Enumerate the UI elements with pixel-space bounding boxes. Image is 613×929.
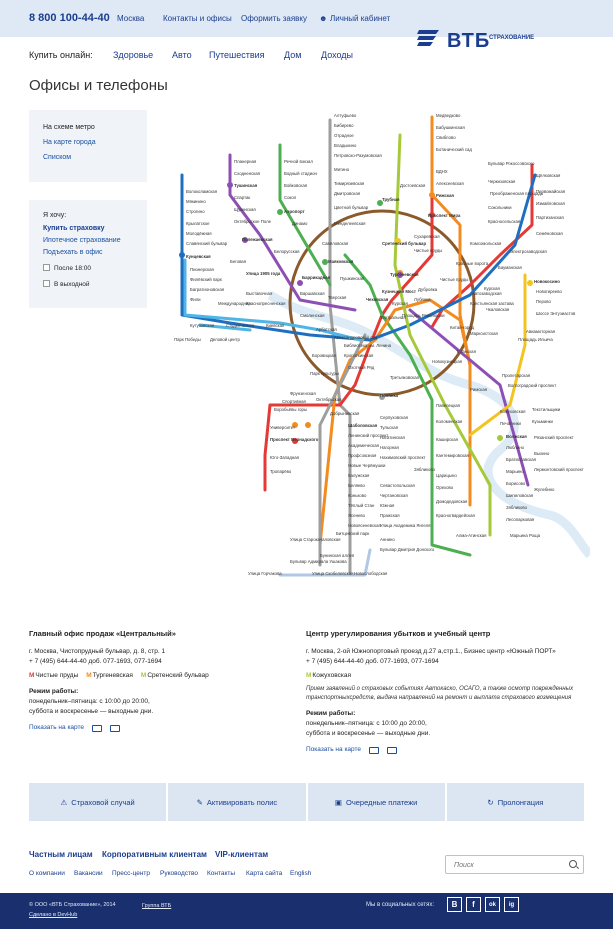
svg-text:Новоясеневская: Новоясеневская — [348, 523, 381, 528]
svg-text:Чистые пруды: Чистые пруды — [440, 277, 469, 282]
svg-text:Пролетарская: Пролетарская — [502, 373, 531, 378]
svg-text:Алма-Атинская: Алма-Атинская — [456, 533, 487, 538]
search-input[interactable] — [454, 859, 564, 871]
svg-text:Фили: Фили — [190, 297, 201, 302]
svg-text:Ленинский проспект: Ленинский проспект — [348, 433, 389, 438]
svg-text:Менделеевская: Менделеевская — [334, 221, 366, 226]
search-icon[interactable] — [569, 860, 577, 868]
svg-text:Славянский бульвар: Славянский бульвар — [186, 241, 228, 246]
print-icon[interactable] — [369, 747, 379, 754]
phone-number[interactable]: 8 800 100-44-40 — [29, 12, 110, 24]
svg-text:Октябрьское Поле: Октябрьское Поле — [234, 219, 271, 224]
svg-text:Парк Победы: Парк Победы — [174, 337, 201, 342]
svg-text:Выхино: Выхино — [534, 451, 550, 456]
checkbox-after-18[interactable]: После 18:00 — [43, 264, 91, 272]
footer-vip[interactable]: VIP-клиентам — [215, 850, 269, 859]
svg-text:Дмитровская: Дмитровская — [334, 191, 361, 196]
svg-text:Битцевский парк: Битцевский парк — [336, 531, 370, 536]
svg-text:Аннино: Аннино — [380, 537, 395, 542]
nav-income[interactable]: Доходы — [321, 50, 354, 60]
svg-text:Бабушкинская: Бабушкинская — [436, 125, 465, 130]
svg-text:Калужская: Калужская — [348, 473, 370, 478]
svg-text:Свиблово: Свиблово — [436, 135, 456, 140]
svg-text:Молодёжная: Молодёжная — [186, 231, 212, 236]
svg-text:Тимирязевская: Тимирязевская — [334, 181, 365, 186]
office-claims-note: Прием заявлений о страховых событиях Автокаско, ОСАГО, а также осмотр поврежденных транспортныхсредств, выдача направлений на ремонт и выплата страхового возмещения — [306, 686, 574, 701]
svg-text:Жулебино: Жулебино — [534, 487, 555, 492]
svg-text:Братиславская: Братиславская — [506, 457, 536, 462]
svg-text:Борисово: Борисово — [506, 481, 526, 486]
svg-text:Черкизовская: Черкизовская — [488, 179, 516, 184]
svg-text:Новогиреево: Новогиреево — [536, 289, 562, 294]
svg-text:Автозаводская: Автозаводская — [472, 291, 502, 296]
svg-text:Люблино: Люблино — [506, 445, 524, 450]
facebook-icon[interactable]: f — [466, 897, 481, 912]
apply-link[interactable]: Оформить заявку — [241, 14, 308, 23]
svg-text:Охотный Ряд: Охотный Ряд — [348, 365, 375, 370]
svg-text:Водный стадион: Водный стадион — [284, 171, 317, 176]
svg-text:Бунинская аллея: Бунинская аллея — [320, 553, 355, 558]
svg-text:Новослободская: Новослободская — [354, 571, 388, 576]
green-line-north — [280, 145, 330, 285]
filter-drive[interactable]: Подъехать в офис — [43, 249, 103, 256]
svg-text:Бауманская: Бауманская — [498, 265, 522, 270]
office-main-address: г. Москва, Чистопрудный бульвар, д. 8, стр. 1 — [29, 648, 166, 655]
svg-text:Студенческая: Студенческая — [226, 323, 254, 328]
svg-text:Профсоюзная: Профсоюзная — [348, 453, 377, 458]
buy-online-label: Купить онлайн: — [29, 50, 93, 60]
svg-text:Аэропорт: Аэропорт — [284, 209, 305, 214]
nav-health[interactable]: Здоровье — [113, 50, 154, 60]
svg-text:Севастопольская: Севастопольская — [380, 483, 415, 488]
svg-text:Кузнецкий Мост: Кузнецкий Мост — [382, 289, 416, 294]
footer-corporate[interactable]: Корпоративным клиентам — [102, 850, 207, 859]
metro-orange-icon: М — [86, 672, 92, 679]
svg-text:Шипиловская: Шипиловская — [506, 493, 534, 498]
svg-text:Преображенская площадь: Преображенская площадь — [490, 191, 544, 196]
svg-text:Варшавская: Варшавская — [300, 291, 325, 296]
svg-text:Щукинская: Щукинская — [234, 207, 256, 212]
svg-text:Октябрьская: Октябрьская — [316, 397, 342, 402]
svg-text:Парк культуры: Парк культуры — [310, 371, 339, 376]
svg-text:Китай-город: Китай-город — [450, 325, 475, 330]
svg-text:Пионерская: Пионерская — [190, 267, 214, 272]
svg-text:Алексеевская: Алексеевская — [436, 181, 464, 186]
contacts-link[interactable]: Контакты и офисы — [163, 14, 232, 23]
svg-text:Мякинино: Мякинино — [186, 199, 206, 204]
svg-text:Коньково: Коньково — [348, 493, 367, 498]
svg-text:Серпуховская: Серпуховская — [380, 415, 408, 420]
footer-press[interactable]: Пресс-центр — [112, 870, 151, 877]
vtb-group-link[interactable]: Группа ВТБ — [142, 903, 172, 909]
copyright: © ООО «ВТБ Страхование», 2014 — [29, 902, 116, 908]
svg-text:Марьино: Марьино — [506, 469, 524, 474]
card-icon: ▣ — [334, 797, 342, 807]
svg-text:Фрунзенская: Фрунзенская — [290, 391, 316, 396]
svg-text:Пушкинская: Пушкинская — [340, 276, 365, 281]
svg-text:Первомайская: Первомайская — [536, 189, 566, 194]
footer-bottom — [0, 893, 613, 929]
metro-red-icon: М — [29, 672, 35, 679]
svg-text:Зябликово: Зябликово — [506, 505, 528, 510]
svg-text:Белорусская: Белорусская — [274, 249, 300, 254]
svg-text:Пражская: Пражская — [380, 513, 400, 518]
logo-sub: СТРАХОВАНИЕ — [489, 35, 535, 41]
svg-text:Академическая: Академическая — [348, 443, 379, 448]
svg-text:Чкаловская: Чкаловская — [486, 307, 510, 312]
filter-mortgage[interactable]: Ипотечное страхование — [43, 237, 121, 244]
svg-text:Кантемировская: Кантемировская — [436, 453, 469, 458]
footer-about[interactable]: О компании — [29, 870, 65, 877]
svg-text:Авиамоторная: Авиамоторная — [526, 329, 555, 334]
svg-text:Орехово: Орехово — [436, 485, 454, 490]
svg-text:Печатники: Печатники — [500, 421, 521, 426]
pen-icon: ✎ — [196, 797, 203, 807]
svg-text:Красногвардейская: Красногвардейская — [436, 513, 475, 518]
svg-text:Улица 1905 года: Улица 1905 года — [246, 271, 281, 276]
svg-text:Полежаевская: Полежаевская — [242, 237, 273, 242]
svg-text:Краснопресненская: Краснопресненская — [246, 301, 286, 306]
svg-text:Шаболовская: Шаболовская — [348, 423, 378, 428]
svg-text:Кутузовская: Кутузовская — [190, 323, 215, 328]
svg-text:Воробьёвы горы: Воробьёвы горы — [274, 407, 308, 412]
svg-text:Спортивная: Спортивная — [282, 399, 306, 404]
svg-text:Строгино: Строгино — [186, 209, 205, 214]
svg-text:Багратионовская: Багратионовская — [190, 287, 225, 292]
svg-text:Сокольники: Сокольники — [488, 205, 512, 210]
svg-text:Нагатинская: Нагатинская — [380, 435, 405, 440]
svg-text:Нагорная: Нагорная — [380, 445, 399, 450]
svg-text:Проспект Мира: Проспект Мира — [428, 213, 461, 218]
svg-text:Шоссе Энтузиастов: Шоссе Энтузиастов — [536, 311, 576, 316]
metro-lime-icon: М — [140, 672, 147, 679]
office-claims: Центр урегулирования убытков и учебный центр г. Москва, 2-ой Южнопортовый проезд д.27 а,стр.1., Бизнес центр «Южный ПОРТ» + 7 (495) 644-44-40 доб. 077-1693, 077-1694 МКожуховская Прием заявлений о страховых событиях Автокаско, ОСАГО, а также осмотр поврежденных транспортныхсредств, выдача направлений на ремонт и выплата страхового возмещения Режим работы: понедельник–пятница: с 10:00 до 20:00, суббота и воскресенье — выходные дни. Показать на карте — [306, 629, 586, 755]
svg-text:Медведково: Медведково — [436, 113, 461, 118]
footer-sitemap[interactable]: Карта сайта — [246, 870, 283, 877]
metro-scheme[interactable] — [170, 105, 590, 590]
mail-icon[interactable] — [387, 747, 397, 754]
svg-text:Коломенская: Коломенская — [436, 419, 463, 424]
svg-text:Бульвар Адмирала Ушакова: Бульвар Адмирала Ушакова — [290, 559, 347, 564]
svg-text:Волоколамская: Волоколамская — [186, 189, 218, 194]
footer-search[interactable] — [445, 855, 584, 874]
svg-text:Тушинская: Тушинская — [234, 183, 258, 188]
svg-text:Алтуфьево: Алтуфьево — [334, 113, 357, 118]
svg-text:Маяковская: Маяковская — [328, 259, 354, 264]
svg-text:Сходненская: Сходненская — [234, 171, 260, 176]
mail-icon[interactable] — [110, 725, 120, 732]
svg-text:Савёловская: Савёловская — [322, 241, 349, 246]
footer-english[interactable]: English — [290, 870, 312, 877]
svg-text:Владыкино: Владыкино — [334, 143, 357, 148]
payments-button[interactable]: ▣ Очередные платежи — [308, 783, 445, 821]
svg-text:Волжская: Волжская — [506, 434, 527, 439]
svg-text:Цветной бульвар: Цветной бульвар — [334, 205, 369, 210]
vk-icon[interactable]: В — [447, 897, 462, 912]
svg-text:Сокол: Сокол — [284, 195, 297, 200]
svg-text:Университет: Университет — [270, 425, 296, 430]
svg-text:Киевская: Киевская — [266, 323, 285, 328]
svg-text:Волгоградский проспект: Волгоградский проспект — [508, 383, 557, 388]
svg-text:Театральная: Театральная — [380, 315, 406, 320]
svg-text:Новые Черёмушки: Новые Черёмушки — [348, 463, 386, 468]
svg-text:Проспект Вернадского: Проспект Вернадского — [270, 437, 319, 442]
print-icon[interactable] — [92, 725, 102, 732]
checkbox-box[interactable] — [43, 280, 50, 287]
svg-text:Кузьминки: Кузьминки — [532, 419, 553, 424]
svg-text:Рижская: Рижская — [436, 193, 454, 198]
svg-text:Чистые пруды: Чистые пруды — [414, 248, 443, 253]
svg-text:Боровицкая: Боровицкая — [312, 353, 336, 358]
refresh-icon: ↻ — [487, 797, 494, 807]
svg-text:Лермонтовский проспект: Лермонтовский проспект — [534, 467, 584, 472]
svg-text:Тульская: Тульская — [380, 425, 399, 430]
svg-text:Партизанская: Партизанская — [536, 215, 564, 220]
svg-text:Кожуховская: Кожуховская — [500, 409, 526, 414]
svg-text:Филёвский парк: Филёвский парк — [190, 277, 222, 282]
svg-text:Площадь Революции: Площадь Революции — [402, 313, 445, 318]
office-main — [29, 629, 279, 733]
filter-panel — [29, 200, 147, 308]
svg-text:Ясенево: Ясенево — [348, 513, 366, 518]
svg-text:Улица Скобелевская: Улица Скобелевская — [312, 571, 354, 576]
office-claims-address: г. Москва, 2-ой Южнопортовый проезд д.27 а,стр.1., Бизнес центр «Южный ПОРТ» — [306, 648, 556, 655]
svg-text:Добрынинская: Добрынинская — [330, 411, 360, 416]
svg-text:Таганская: Таганская — [456, 349, 476, 354]
view-city-map[interactable]: На карте города — [43, 139, 96, 146]
svg-text:Красные ворота: Красные ворота — [456, 261, 489, 266]
filter-heading: Я хочу: — [43, 212, 67, 219]
svg-text:Дубровка: Дубровка — [418, 287, 438, 292]
svg-text:Трубная: Трубная — [382, 197, 400, 202]
svg-text:Марьина Роща: Марьина Роща — [510, 533, 540, 538]
office-main-phone[interactable]: + 7 (495) 644-44-40 доб. 077-1693, 077-1694 — [29, 658, 162, 665]
office-main-map-link[interactable]: Показать на карте — [29, 724, 85, 731]
svg-text:Чеховская: Чеховская — [366, 297, 389, 302]
social-label: Мы в социальных сетях: — [366, 902, 435, 908]
svg-text:Лубянка: Лубянка — [414, 297, 431, 302]
svg-text:Александровский сад: Александровский сад — [334, 335, 378, 340]
svg-text:Курская: Курская — [484, 286, 500, 291]
svg-text:Комсомольская: Комсомольская — [470, 241, 502, 246]
svg-text:Крестьянская застава: Крестьянская застава — [470, 301, 514, 306]
svg-text:Кропоткинская: Кропоткинская — [344, 353, 374, 358]
svg-text:Арбатская: Арбатская — [316, 327, 337, 332]
office-main-metro: МЧистые пруды МТургеневская МСретенский бульвар — [29, 672, 209, 679]
svg-text:Достоевская: Достоевская — [400, 183, 426, 188]
footer-contacts[interactable]: Контакты — [207, 870, 236, 877]
vtb-logo[interactable] — [417, 28, 537, 54]
city-selector[interactable]: Москва — [117, 14, 145, 23]
svg-text:Бульвар Рокоссовского: Бульвар Рокоссовского — [488, 161, 535, 166]
insured-event-button[interactable]: ⚠ Страховой случай — [29, 783, 166, 821]
svg-text:Электрозаводская: Электрозаводская — [510, 249, 547, 254]
svg-text:Выставочная: Выставочная — [246, 291, 273, 296]
nav-travel[interactable]: Путешествия — [209, 50, 265, 60]
footer-vacancies[interactable]: Вакансии — [74, 870, 103, 877]
svg-text:Библиотека им. Ленина: Библиотека им. Ленина — [344, 343, 392, 348]
svg-text:Площадь Ильича: Площадь Ильича — [518, 337, 553, 342]
view-mode-panel — [29, 110, 147, 182]
office-main-hours-2: суббота и воскресенье — выходные дни. — [29, 708, 154, 715]
svg-text:Перово: Перово — [536, 299, 551, 304]
svg-text:Домодедовская: Домодедовская — [436, 499, 468, 504]
svg-text:Беляево: Беляево — [348, 483, 365, 488]
user-icon: ☻ — [319, 14, 328, 23]
svg-text:Полянка: Полянка — [380, 393, 398, 398]
checkbox-weekend[interactable]: В выходной — [43, 280, 90, 288]
svg-text:Новокосино: Новокосино — [534, 279, 560, 284]
svg-text:Баррикадная: Баррикадная — [302, 275, 331, 280]
svg-text:Южная: Южная — [380, 503, 395, 508]
footer-private[interactable]: Частным лицам — [29, 850, 93, 859]
svg-text:Щёлковская: Щёлковская — [536, 173, 561, 178]
svg-text:Новокузнецкая: Новокузнецкая — [432, 359, 463, 364]
checkbox-box[interactable] — [43, 264, 50, 271]
svg-text:Марксистская: Марксистская — [470, 331, 498, 336]
extend-button[interactable]: ↻ Пролонгация — [447, 783, 584, 821]
purple-line-north — [230, 155, 355, 310]
nav-home[interactable]: Дом — [284, 50, 302, 60]
svg-text:Семёновская: Семёновская — [536, 231, 563, 236]
svg-text:Петровско-Разумовская: Петровско-Разумовская — [334, 153, 382, 158]
metro-labels — [174, 113, 584, 576]
cabinet-link[interactable]: Личный кабинет — [330, 14, 391, 23]
svg-text:Улица Горчакова: Улица Горчакова — [248, 571, 282, 576]
office-claims-title: Центр урегулирования убытков и учебный центр — [306, 629, 491, 638]
svg-text:Беговая: Беговая — [230, 259, 247, 264]
svg-text:Смоленская: Смоленская — [300, 313, 325, 318]
svg-text:Бульвар Дмитрия Донского: Бульвар Дмитрия Донского — [380, 547, 435, 552]
svg-text:Нахимовский проспект: Нахимовский проспект — [380, 455, 426, 460]
footer-management[interactable]: Руководство — [160, 870, 198, 877]
vtb-logo-icon — [417, 28, 441, 46]
svg-text:Зябликово: Зябликово — [414, 467, 436, 472]
svg-text:Рязанский проспект: Рязанский проспект — [534, 435, 574, 440]
office-main-hours-1: понедельник–пятница: с 10:00 до 20:00, — [29, 698, 150, 705]
svg-text:Планерная: Планерная — [234, 159, 257, 164]
svg-text:Измайловская: Измайловская — [536, 201, 565, 206]
logo-word: ВТБ — [447, 30, 491, 52]
svg-text:Юго-Западная: Юго-Западная — [270, 455, 299, 460]
svg-text:Бибирево: Бибирево — [334, 123, 354, 128]
svg-text:Лесопарковая: Лесопарковая — [506, 517, 535, 522]
svg-text:Речной вокзал: Речной вокзал — [284, 159, 313, 164]
nav-auto[interactable]: Авто — [172, 50, 192, 60]
odnoklassniki-icon[interactable]: ok — [485, 897, 500, 912]
svg-text:Международная: Международная — [218, 301, 251, 306]
office-claims-map-link[interactable]: Показать на карте — [306, 746, 362, 753]
office-main-title: Главный офис продаж «Центральный» — [29, 629, 176, 638]
svg-text:ВДНХ: ВДНХ — [436, 169, 448, 174]
svg-text:Сухаревская: Сухаревская — [414, 234, 440, 239]
svg-text:Ботанический сад: Ботанический сад — [436, 147, 472, 152]
svg-text:Курская: Курская — [392, 301, 408, 306]
activate-policy-button[interactable]: ✎ Активировать полис — [168, 783, 305, 821]
page-title: Офисы и телефоны — [29, 77, 168, 94]
svg-text:Улица Старокачаловская: Улица Старокачаловская — [290, 537, 341, 542]
view-list[interactable]: Списком — [43, 154, 72, 161]
office-claims-phone[interactable]: + 7 (495) 644-44-40 доб. 077-1693, 077-1694 — [306, 658, 439, 665]
svg-text:Кунцевская: Кунцевская — [186, 254, 211, 259]
svg-text:Каширская: Каширская — [436, 437, 458, 442]
svg-text:Митино: Митино — [334, 167, 350, 172]
svg-text:Царицыно: Царицыно — [436, 473, 457, 478]
made-by[interactable]: Сделано в DevHub — [29, 912, 78, 918]
svg-text:Павелецкая: Павелецкая — [436, 403, 461, 408]
metro-lime-icon: М — [306, 672, 312, 679]
svg-text:Римская: Римская — [470, 387, 488, 392]
svg-text:Спартак: Спартак — [234, 195, 251, 200]
river-shape — [270, 295, 590, 555]
office-claims-hours-2: суббота и воскресенье — выходные дни. — [306, 730, 431, 737]
svg-text:Деловой центр: Деловой центр — [210, 337, 240, 342]
svg-text:Текстильщики: Текстильщики — [532, 407, 561, 412]
svg-text:Войковская: Войковская — [284, 183, 308, 188]
filter-buy[interactable]: Купить страховку — [43, 225, 105, 232]
svg-text:Отрадное: Отрадное — [334, 133, 354, 138]
svg-text:Третьяковская: Третьяковская — [390, 375, 419, 380]
svg-text:Тёплый Стан: Тёплый Стан — [348, 503, 375, 508]
svg-text:Крылатское: Крылатское — [186, 221, 210, 226]
action-bar — [29, 783, 584, 821]
svg-text:Улица Академика Янгеля: Улица Академика Янгеля — [380, 523, 431, 528]
view-metro-scheme[interactable]: На схеме метро — [43, 124, 95, 131]
svg-text:Чертановская: Чертановская — [380, 493, 408, 498]
warning-icon: ⚠ — [60, 797, 68, 807]
svg-text:Тропарёво: Тропарёво — [270, 469, 292, 474]
svg-text:Сретенский бульвар: Сретенский бульвар — [382, 241, 427, 246]
office-main-hours-title: Режим работы: — [29, 688, 79, 695]
svg-text:Динамо: Динамо — [292, 221, 308, 226]
svg-text:Красносельская: Красносельская — [488, 219, 521, 224]
svg-text:Тургеневская: Тургеневская — [390, 272, 419, 277]
svg-text:Тверская: Тверская — [328, 295, 347, 300]
office-claims-hours-title: Режим работы: — [306, 710, 356, 717]
instagram-icon[interactable]: ig — [504, 897, 519, 912]
office-claims-hours-1: понедельник–пятница: с 10:00 до 20:00, — [306, 720, 427, 727]
